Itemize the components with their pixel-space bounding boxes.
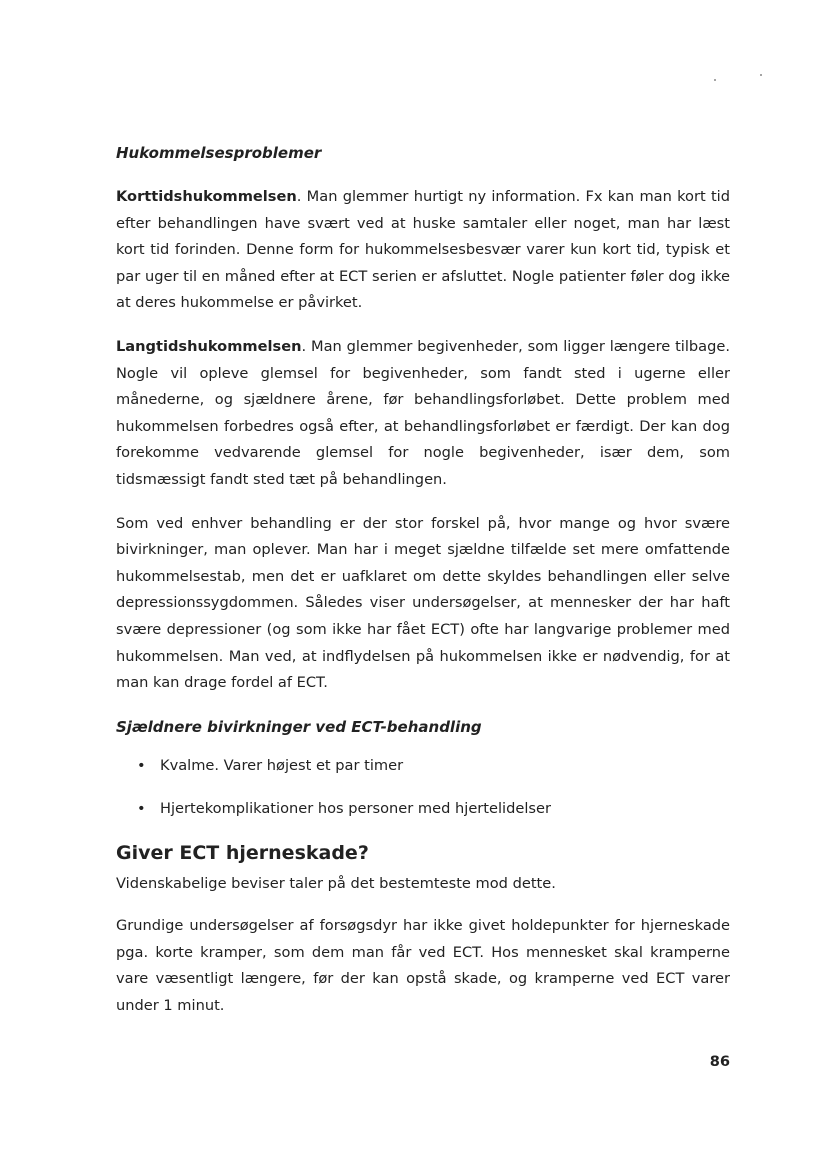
bullet-icon: • xyxy=(137,799,146,817)
section-heading-brain-damage: Giver ECT hjerneskade? xyxy=(116,841,369,864)
section-heading-rare-side-effects: Sjældnere bivirkninger ved ECT-behandling xyxy=(116,717,482,736)
paragraph-brain-damage-body: Grundige undersøgelser af forsøgsdyr har ikke givet holdepunkter for hjerneskade pga. korte kramper, som dem man får ved ECT. Hos mennesket skal kramperne vare væsentligt længere, før der kan opstå skade, og kramperne ved ECT varer under 1 minut. xyxy=(116,917,730,1015)
bullet-icon: • xyxy=(137,756,146,774)
paragraph-general-side-effects: Som ved enhver behandling er der stor forskel på, hvor mange og hvor svære bivirkninger, man oplever. Man har i meget sjældne tilfælde set mere omfattende hukommelsestab, men det er uafklaret om dette skyldes behandlingen eller selve depressionssygdommen. Således viser undersøgelser, at mennesker der har haft svære depressioner (og som ikke har fået ECT) ofte har langvarige problemer med hukommelsen. Man ved, at indflydelsen på hukommelsen ikke er nødvendig, for at man kan drage fordel af ECT. xyxy=(116,514,730,692)
term-short-term-memory: Korttidshukommelsen xyxy=(116,188,297,205)
rare-side-effects-list xyxy=(116,753,730,822)
paragraph-long-term-memory xyxy=(116,334,730,494)
scan-speck xyxy=(760,74,762,76)
term-long-term-memory: Langtidshukommelsen xyxy=(116,337,302,355)
short-term-memory-text: . Man glemmer hurtigt ny information. Fx kan man kort tid efter behandlingen have svært ved at huske samtaler eller noget, man har læst kort tid forinden. Denne form for hukommelsesbesvær varer kun kort tid, typisk et par uger til en måned efter at ECT serien er afsluttet. Nogle patienter føler dog ikke at deres hukommelse er påvirket. xyxy=(116,188,730,312)
list-item-text: Kvalme. Varer højest et par timer xyxy=(160,756,404,774)
list-item xyxy=(116,753,730,779)
document-page xyxy=(116,140,730,1037)
page-number: 86 xyxy=(709,1053,730,1070)
scan-speck xyxy=(714,79,716,81)
list-item-text: Hjertekomplikationer hos personer med hjertelidelser xyxy=(160,799,551,817)
long-term-memory-text: . Man glemmer begivenheder, som ligger længere tilbage. Nogle vil opleve glemsel for begivenheder, som fandt sted i ugerne eller månederne, og sjældnere årene, før behandlingsforløbet. Dette problem med hukommelsen forbedres også efter, at behandlingsforløbet er færdigt. Der kan dog forekomme vedvarende glemsel for nogle begivenheder, især dem, som tidsmæssigt fandt sted tæt på behandlingen. xyxy=(116,337,730,488)
list-item xyxy=(116,796,730,822)
section-heading-memory-problems: Hukommelsesproblemer xyxy=(116,144,322,162)
paragraph-short-term-memory xyxy=(116,184,730,317)
paragraph-brain-damage-intro: Videnskabelige beviser taler på det bestemteste mod dette. xyxy=(116,874,556,892)
